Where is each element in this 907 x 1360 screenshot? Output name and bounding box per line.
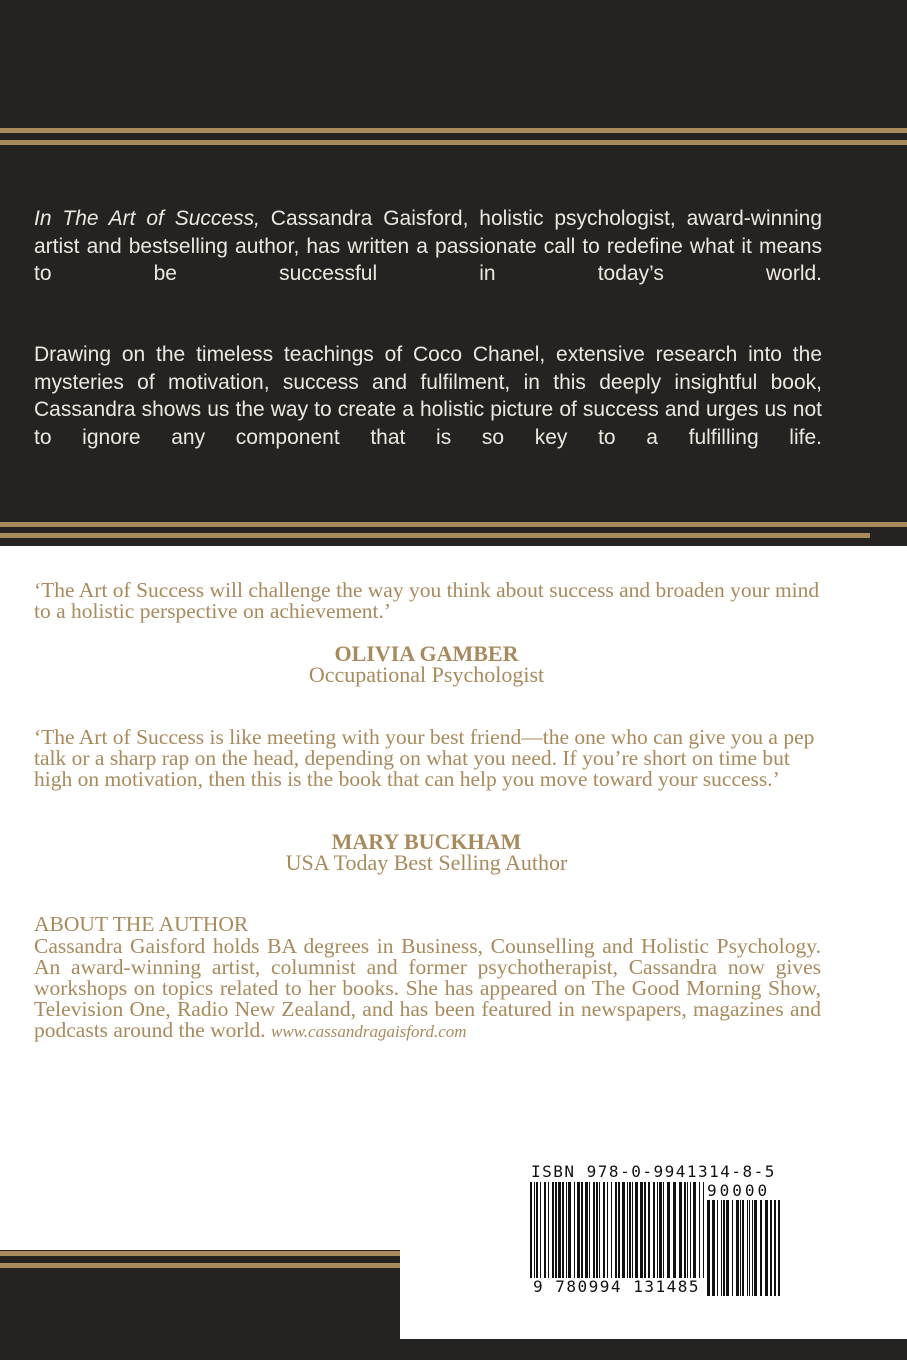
testimonial-name-2: MARY BUCKHAM [331,829,522,854]
testimonial-name-1: OLIVIA GAMBER [334,641,519,666]
isbn-label: ISBN 978-0-9941314-8-5 [531,1162,776,1181]
blurb-paragraph-1 [34,205,822,288]
gold-stripe-mid-2 [0,533,870,538]
testimonial-quote-1: ‘The Art of Success will challenge the way you think about success and broaden your mind to a holistic perspective on achievement.’ [34,578,820,623]
book-title-italic: In The Art of Success, [34,207,260,230]
blurb-paragraph-2: Drawing on the timeless teachings of Coco Chanel, extensive research into the mysteries of motivation, success and fulfilment, in this deeply insightful book, Cassandra shows us the way to create a holistic picture of success and urges us not to ignore any component that is so key to a fulfilling life. [34,343,822,449]
about-author-body [34,936,821,1042]
gold-stripe-mid-1 [0,522,907,527]
gold-stripe-top-1 [0,128,907,133]
gold-stripe-bottom-2 [0,1263,400,1268]
barcode-bars-icon [530,1182,706,1278]
addon-barcode-bars-icon [707,1200,783,1296]
testimonial-quote-2: ‘The Art of Success is like meeting with your best friend—the one who can give you a pep talk or a sharp rap on the head, depending on what you need. If you’re short on time but high on motivation, then this is the book that can help you move toward your success.’ [34,725,815,791]
gold-stripe-bottom-1 [0,1251,400,1256]
gold-stripe-top-2 [0,140,907,145]
about-author-heading: ABOUT THE AUTHOR [34,912,249,936]
testimonial-role-1: Occupational Psychologist [308,662,545,687]
blurb-paragraph-1-text: Cassandra Gaisford, holistic psychologist, award-winning artist and bestselling author, has written a passionate call to redefine what it means to be successful in today’s world. [34,207,823,285]
barcode-digits: 9 780994 131485 [533,1277,700,1296]
author-website: www.cassandragaisford.com [271,1022,467,1041]
price-code: 90000 [707,1181,771,1200]
testimonial-role-2: USA Today Best Selling Author [285,850,568,875]
about-author-text: Cassandra Gaisford holds BA degrees in Business, Counselling and Holistic Psychology. An award-winning artist, columnist and former psychotherapist, Cassandra now gives workshops on topics related to her books. She has appeared on The Good Morning Show, Television One, Radio New Zealand, and has been featured in newspapers, magazines and podcasts around the world. [34,934,821,1042]
